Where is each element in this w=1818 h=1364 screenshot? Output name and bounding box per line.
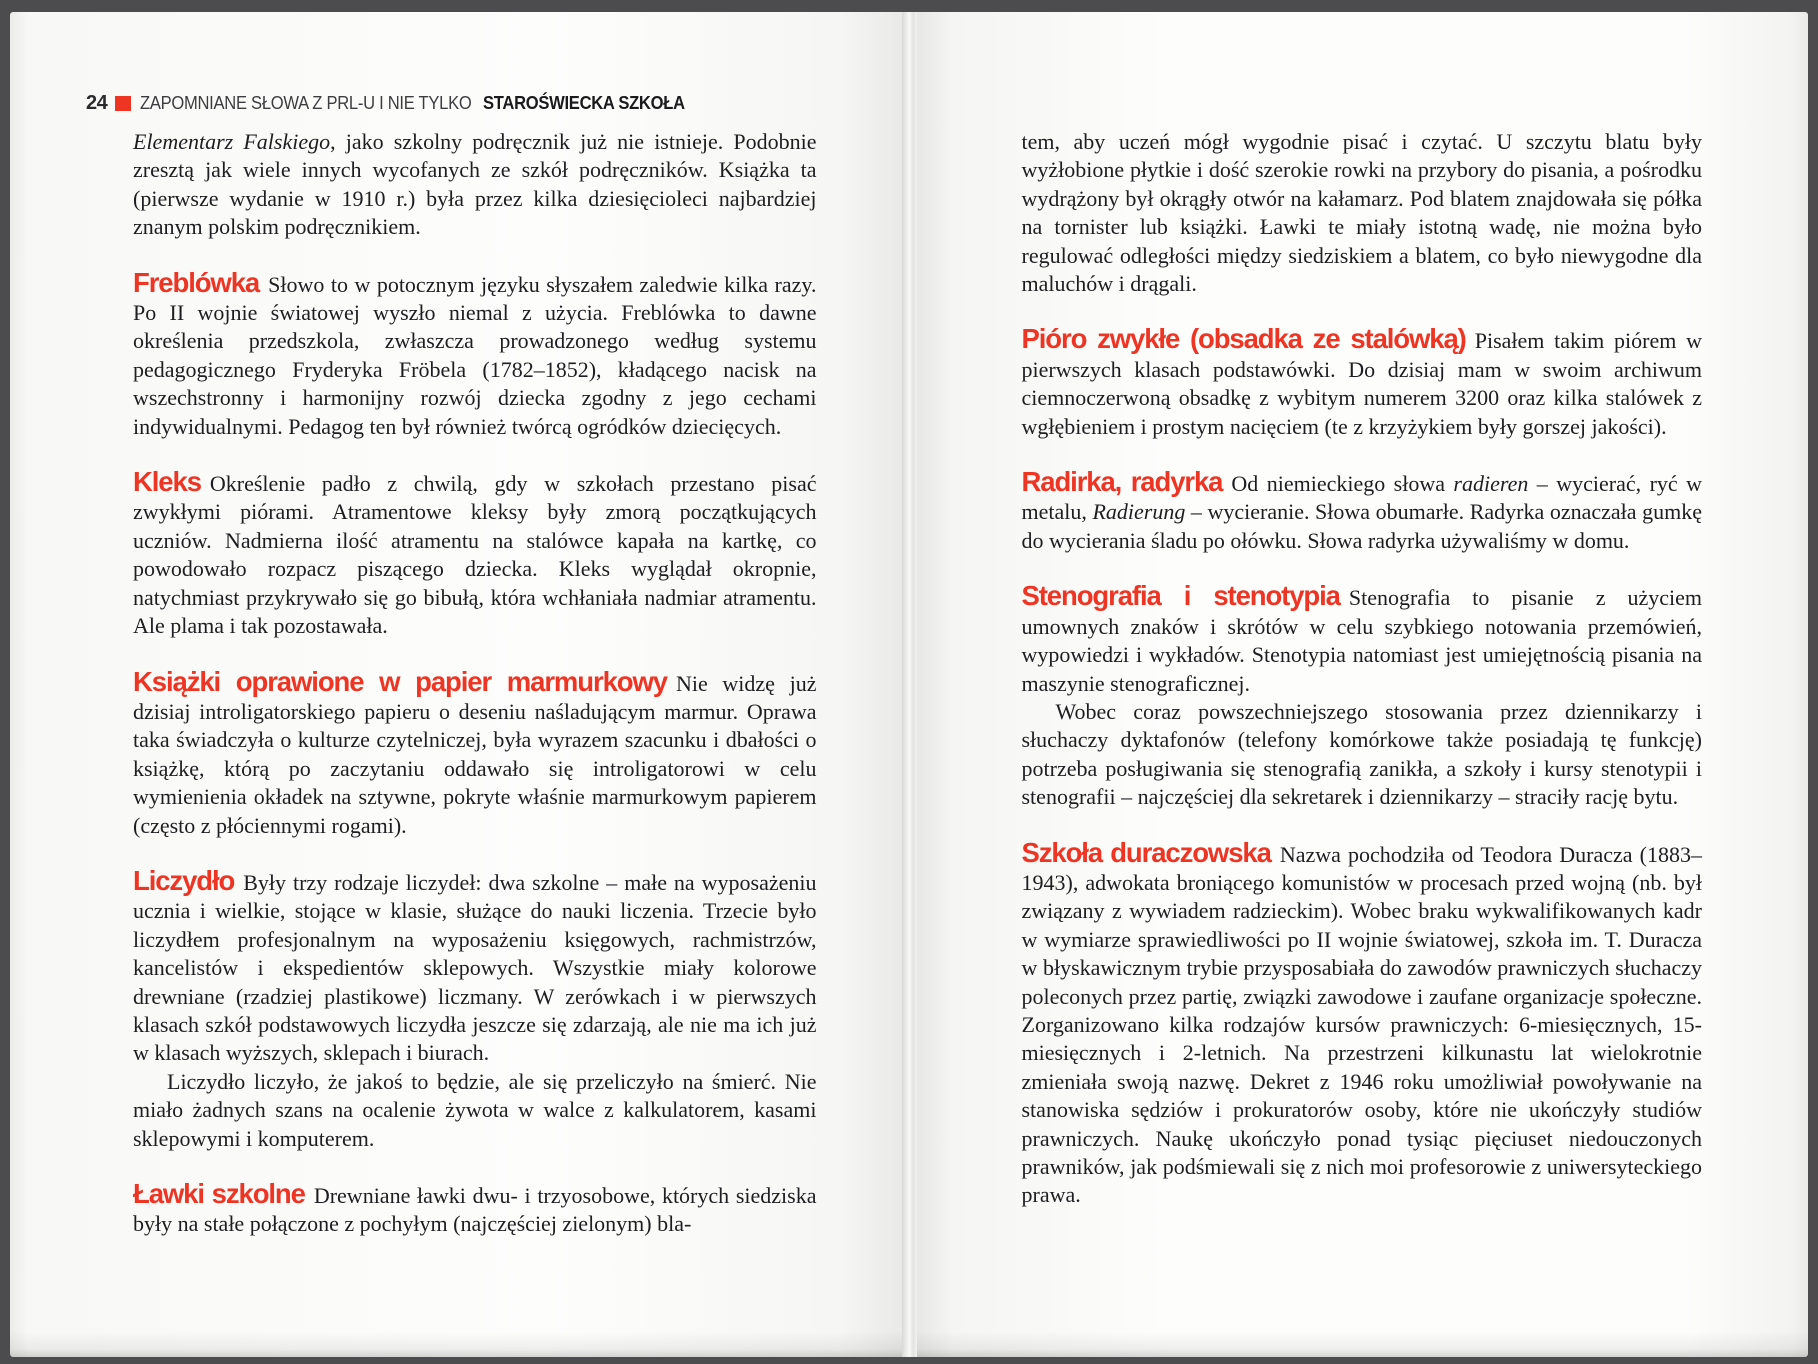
dictionary-entry [1022,325,1703,441]
italic-text: radieren [1453,471,1529,497]
series-title: ZAPOMNIANE SŁOWA Z PRL-U I NIE TYLKO [140,93,472,113]
entry-term: Ławki szkolne [133,1178,305,1209]
dictionary-entry [133,864,817,1153]
body-text: Wobec coraz powszechniejszego stosowania przez dziennikarzy i słuchaczy dyktafonów (telefony komórkowe także posiadają tę funkcję) potrzeba posługiwania się stenografią zanikła, a szkoły i kursy stenotypii i stenografii – najczęściej dla sekretarek i dziennikarzy – straciły rację bytu. [1021,698,1702,810]
entry-paragraph [133,1068,817,1153]
open-book [10,12,1808,1357]
body-text: Pisałem takim piórem w pierwszych klasach podstawówki. Do dzisiaj mam w swoim archiwum ciemnoczerwoną obsadkę z wybitym numerem 3200 oraz kilka stalówek z wgłębieniem i prostym nacięciem (te z krzyżykiem były gorszej jakości). [1021,328,1703,439]
page-edge-shadow [917,1331,1809,1357]
page-edge-shadow [10,1331,902,1357]
body-text: Nazwa pochodziła od Teodora Duracza (1883–1943), adwokata broniącego komunistów w procesach przed wojną (nb. był związany z wywiadem radzieckim). Wobec braku wykwalifikowanych kadr w wymiarze sprawiedliwości po II wojnie światowej, szkoła im. T. Duracza w błyskawicznym trybie przysposabiała do zawodów prawniczych słuchaczy poleconych przez partię, związki zawodowe i zaufane organizacje społeczne. Zorganizowano kilka rodzajów kursów prawniczych: 6-miesięcznych, 15-miesięcznych i 2-letnich. Na przestrzeni kilkunastu lat wielokrotnie zmieniała swoją nazwę. Dekret z 1946 roku umożliwiał powoływanie na stanowiska sędziów i prokuratorów osoby, które nie ukończyły studiów prawniczych. Naukę ukończyło ponad tysiąc pięciuset niedouczonych prawników, jak podśmiewali się z nich moi profesorowie z uniwersyteckiego prawa. [1021,841,1703,1208]
text-paragraph-block [1022,128,1703,298]
body-text: Drewniane ławki dwu- i trzyosobowe, których siedziska były na stałe połączone z pochyłym (najczęściej zielonym) bla- [133,1183,817,1237]
entry-term: Stenografia i stenotypia [1021,580,1340,612]
dictionary-entry [133,266,817,441]
dictionary-entry [1021,836,1703,1210]
dictionary-entry [1022,468,1703,555]
left-text-column [133,128,817,1239]
body-text: tem, aby uczeń mógł wygodnie pisać i czytać. U szczytu blatu były wyżłobione płytkie i dość szerokie rowki na przybory do pisania, a pośrodku wydrążony był okrągły otwór na kałamarz. Pod blatem znajdowała się półka na tornister lub książki. Ławki te miały istotną wadę, nie można było regulować odległości między siedziskiem a blatem, co było niewygodne dla maluchów i drągali. [1021,129,1702,297]
body-text: Od niemieckiego słowa [1231,471,1454,497]
entry-paragraph [1021,836,1703,1210]
running-head [86,92,702,115]
entry-paragraph [133,468,817,640]
dictionary-entry [133,1180,817,1239]
entry-term: Freblówka [133,266,260,298]
chapter-title: STAROŚWIECKA SZKOŁA [482,93,685,113]
dictionary-entry [133,665,817,840]
body-text: – wycierać, ryć w metalu, [1021,471,1702,525]
right-page [917,12,1809,1357]
dictionary-entry [133,468,817,640]
body-text: Były trzy rodzaje liczydeł: dwa szkolne – małe na wyposażeniu ucznia i wielkie, stojące w klasie, służące do nauki liczenia. Trzecie było liczydłem profesjonalnym na wyposażeniu księgowych, rachmistrzów, kancelistów i ekspedientów sklepowych. Wszystkie miały kolorowe drewniane (rzadziej plastikowe) liczmany. W zerówkach i w pierwszych klasach szkół podstawowych liczydła jeszcze się zdarzają, ale nie ma ich już w klasach wyższych, sklepach i biurach. [133,869,817,1066]
italic-text: Elementarz Falskiego [133,129,331,154]
entry-term: Radirka, radyrka [1021,466,1223,498]
text-paragraph-block [133,128,817,242]
entry-paragraph [133,864,817,1068]
entry-paragraph [133,128,817,242]
entry-term: Liczydło [133,864,235,896]
body-text: Określenie padło z chwilą, gdy w szkołach przestano pisać zwykłymi piórami. Atramentowe kleksy były zmorą początkujących uczniów. Nadmierna ilość atramentu na stalówce kapała na kartkę, co powodowało rozpacz piszącego dziecka. Kleks wyglądał okropnie, natychmiast przykrywało się go bibułą, która wchłaniała nadmiar atramentu. Ale plama i tak pozostawała. [133,471,817,639]
dictionary-entry [1022,582,1703,811]
entry-term: Książki oprawione w papier marmurkowy [133,665,667,697]
book-spine [902,12,917,1357]
entry-paragraph [133,1180,817,1239]
entry-paragraph [1022,468,1703,555]
entry-paragraph [1022,128,1703,298]
red-square-icon [115,96,131,111]
entry-paragraph [1022,325,1703,441]
body-text: – wycieranie. Słowa obumarłe. Radyrka oznaczała gumkę do wycierania śladu po ołówku. Słowa radyrka używaliśmy w domu. [1021,499,1702,553]
italic-text: Radierung [1092,499,1186,525]
body-text: , jako szkolny podręcznik już nie istnieje. Podobnie zresztą jak wiele innych wycofanych ze szkół podręczników. Książka ta (pierwsze wydanie w 1910 r.) była przez kilka dziesięcioleci najbardziej znanym polskim podręcznikiem. [133,129,817,240]
body-text: Słowo to w potocznym języku słyszałem zaledwie kilka razy. Po II wojnie światowej wyszło niemal z użycia. Freblówka to dawne określenia przedszkola, zwłaszcza prowadzonego według systemu pedagogicznego Fryderyka Fröbela (1782–1852), kładącego nacisk na wszechstronny i harmonijny rozwój dziecka zgodny z jego cechami indywidualnymi. Pedagog ten był również twórcą ogródków dziecięcych. [133,271,817,439]
right-text-column [1022,128,1703,1210]
entry-paragraph [133,665,817,840]
entry-term: Szkoła duraczowska [1021,836,1271,868]
entry-paragraph [1022,698,1703,812]
entry-term: Pióro zwykłe (obsadka ze stalówką) [1021,323,1466,355]
body-text: Liczydło liczyło, że jakoś to będzie, ale się przeliczyło na śmierć. Nie miało żadnych szans na ocalenie żywota w walce z kalkulatorem, kasami sklepowymi i komputerem. [133,1068,817,1151]
body-text: Stenografia to pisanie z użyciem umownych znaków i skrótów w celu szybkiego notowania przemówień, wypowiedzi i wykładów. Stenotypia natomiast jest umiejętnością pisania na maszynie stenograficznej. [1021,585,1702,696]
entry-paragraph [133,266,817,441]
entry-paragraph [1022,582,1703,698]
body-text: Nie widzę już dzisiaj introligatorskiego papieru o deseniu naśladującym marmur. Oprawa taka świadczyła o kulturze czytelniczej, była wyrazem szacunku i dbałości o książkę, którą po zaczytaniu oddawało się introligatorowi w celu wymienienia okładek na sztywne, pokryte właśnie marmurkowym papierem (często z płóciennymi rogami). [133,670,817,838]
page-number: 24 [86,92,108,114]
entry-term: Kleks [133,466,201,498]
left-page [10,12,902,1357]
